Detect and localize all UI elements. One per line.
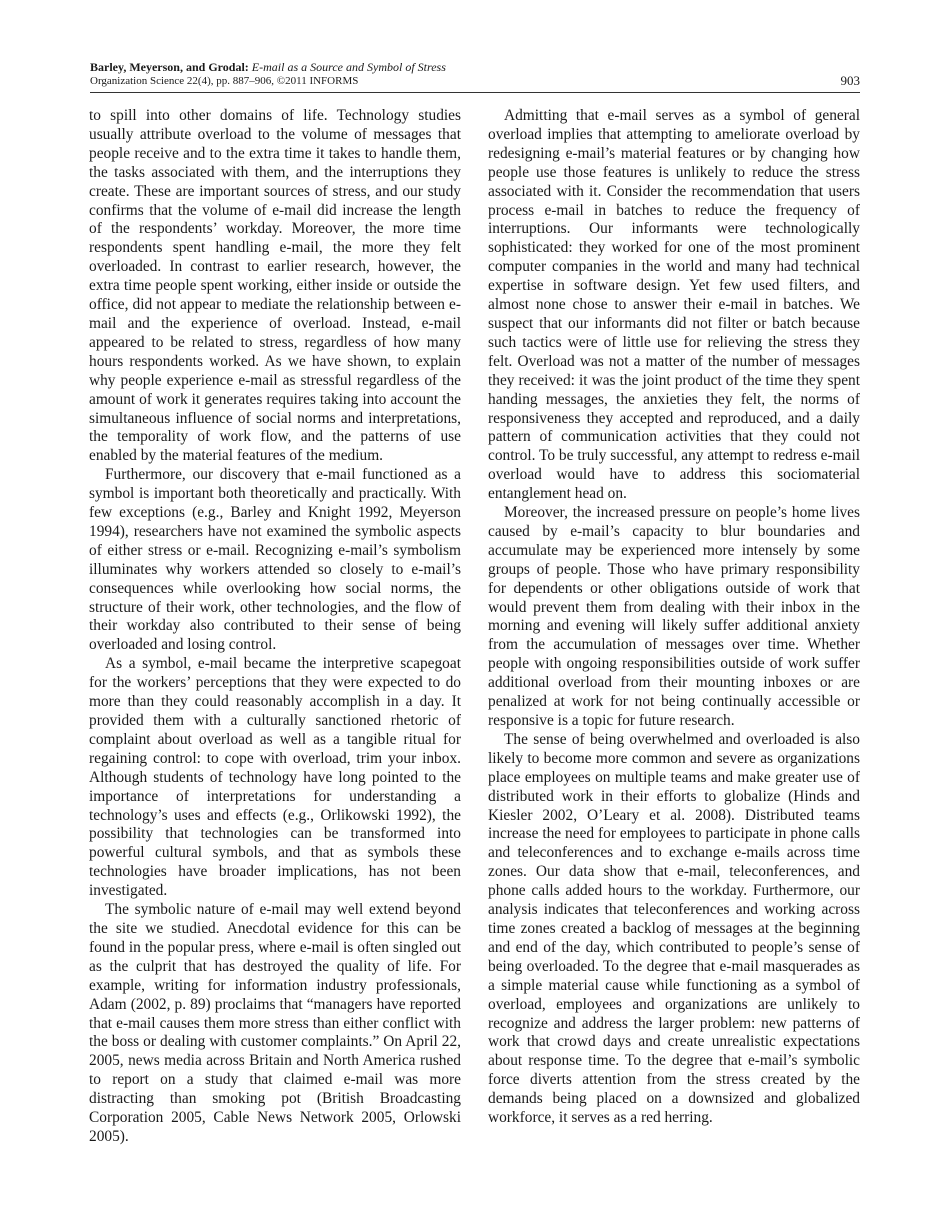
paragraph: Furthermore, our discovery that e-mail functioned as a symbol is important both theoretically and practically. With few exceptions (e.g., Barley and Knight 1992, Meyerson 1994), researchers have not examined the symbolic aspects of either stress or e-mail. Recognizing e-mail’s symbolism illuminates why workers attended so closely to e-mail’s consequences while overlooking how social norms, the structure of their work, other technologies, and the flow of their workday also contributed to their sense of being overloaded and losing control.	[89, 466, 461, 654]
header-title-line	[90, 60, 446, 74]
header-authors: Barley, Meyerson, and Grodal:	[90, 60, 249, 74]
page-number: 903	[840, 73, 860, 88]
left-column	[89, 107, 461, 1147]
header-article-title: E-mail as a Source and Symbol of Stress	[251, 60, 446, 74]
header-citation: Organization Science 22(4), pp. 887–906, ©2011 INFORMS	[90, 75, 359, 87]
paragraph: to spill into other domains of life. Technology studies usually attribute overload to the volume of messages that people receive and to the extra time it takes to handle them, the tasks associated with them, and the interruptions they create. These are important sources of stress, and our study confirms that the volume of e-mail did increase the length of the respondents’ workday. Moreover, the more time respondents spent handling e-mail, the more they felt overloaded. In contrast to earlier research, however, the extra time people spent working, either inside or outside the office, did not appear to mediate the relationship between e-mail and the experience of overload. Instead, e-mail appeared to be related to stress, regardless of how many hours respondents worked. As we have shown, to explain why people experience e-mail as stressful regardless of the amount of work it generates requires taking into account the simultaneous influence of social norms and interpretations, the temporality of work flow, and the patterns of use enabled by the material features of the medium.	[89, 107, 461, 465]
header-divider	[90, 92, 860, 93]
paragraph: Moreover, the increased pressure on people’s home lives caused by e-mail’s capacity to blur boundaries and accumulate may be experienced more intensely by some groups of people. Those who have primary responsibility for dependents or other obligations outside of work that would prevent them from dealing with their inbox in the morning and evening will likely suffer additional anxiety from the accumulation of messages over time. Whether people with ongoing responsibilities outside of work suffer additional overload from their mounting inboxes or are penalized at work for not being continually accessible or responsive is a topic for future research.	[488, 504, 860, 729]
paragraph: The sense of being overwhelmed and overloaded is also likely to become more common and severe as organizations place employees on multiple teams and make greater use of distributed work in their efforts to globalize (Hinds and Kiesler 2002, O’Leary et al. 2008). Distributed teams increase the need for employees to participate in phone calls and teleconferences and to exchange e-mails across time zones. Our data show that e-mail, teleconferences, and phone calls added hours to the workday. Furthermore, our analysis indicates that teleconferences and working across time zones created a backlog of messages at the beginning and end of the day, which contributed to people’s sense of being overloaded. To the degree that e-mail masquerades as a simple material cause while functioning as a symbol of overload, employees and organizations are unlikely to recognize and address the larger problem: new patterns of work that crowd days and create unrealistic expectations about response time. To the degree that e-mail’s symbolic force diverts attention from the stress created by the demands being placed on a downsized and globalized workforce, it serves as a red herring.	[488, 730, 860, 1127]
paragraph: Admitting that e-mail serves as a symbol of general overload implies that attempting to ameliorate overload by redesigning e-mail’s material features or by changing how people use those features is unlikely to reduce the stress associated with it. Consider the recommendation that users process e-mail in batches to reduce the frequency of interruptions. Our informants were technologically sophisticated: they worked for one of the most prominent computer companies in the world and many had technical expertise in software design. Yet few used filters, and almost none chose to answer their e-mail in batches. We suspect that our informants did not filter or batch because such tactics were of little use for relieving the stress they felt. Overload was not a matter of the number of messages they received: it was the joint product of the time they spent handing messages, the anxieties they felt, the norms of responsiveness they accepted and reproduced, and a daily pattern of communication activities that they could not control. To be truly successful, any attempt to redress e-mail overload would have to address this sociomaterial entanglement head on.	[488, 107, 860, 503]
right-column	[488, 107, 860, 1128]
paragraph: The symbolic nature of e-mail may well extend beyond the site we studied. Anecdotal evidence for this can be found in the popular press, where e-mail is often singled out as the culprit that has destroyed the quality of life. For example, writing for information industry professionals, Adam (2002, p. 89) proclaims that “managers have reported that e-mail causes them more stress than either conflict with the boss or dealing with customer complaints.” On April 22, 2005, news media across Britain and North America rushed to report on a study that claimed e-mail was more distracting than smoking pot (British Broadcasting Corporation 2005, Cable News Network 2005, Orlowski 2005).	[89, 901, 461, 1145]
paragraph: As a symbol, e-mail became the interpretive scapegoat for the workers’ perceptions that they were expected to do more than they could reasonably accomplish in a day. It provided them with a culturally sanctioned rhetoric of complaint about overload as well as a tangible ritual for regaining control: to cope with overload, trim your inbox. Although students of technology have long pointed to the importance of interpretations for understanding a technology’s uses and effects (e.g., Orlikowski 1992), the possibility that technologies can be transformed into powerful cultural symbols, and that as symbols these technologies have broader implications, has not been investigated.	[89, 655, 461, 900]
running-header	[90, 60, 860, 90]
